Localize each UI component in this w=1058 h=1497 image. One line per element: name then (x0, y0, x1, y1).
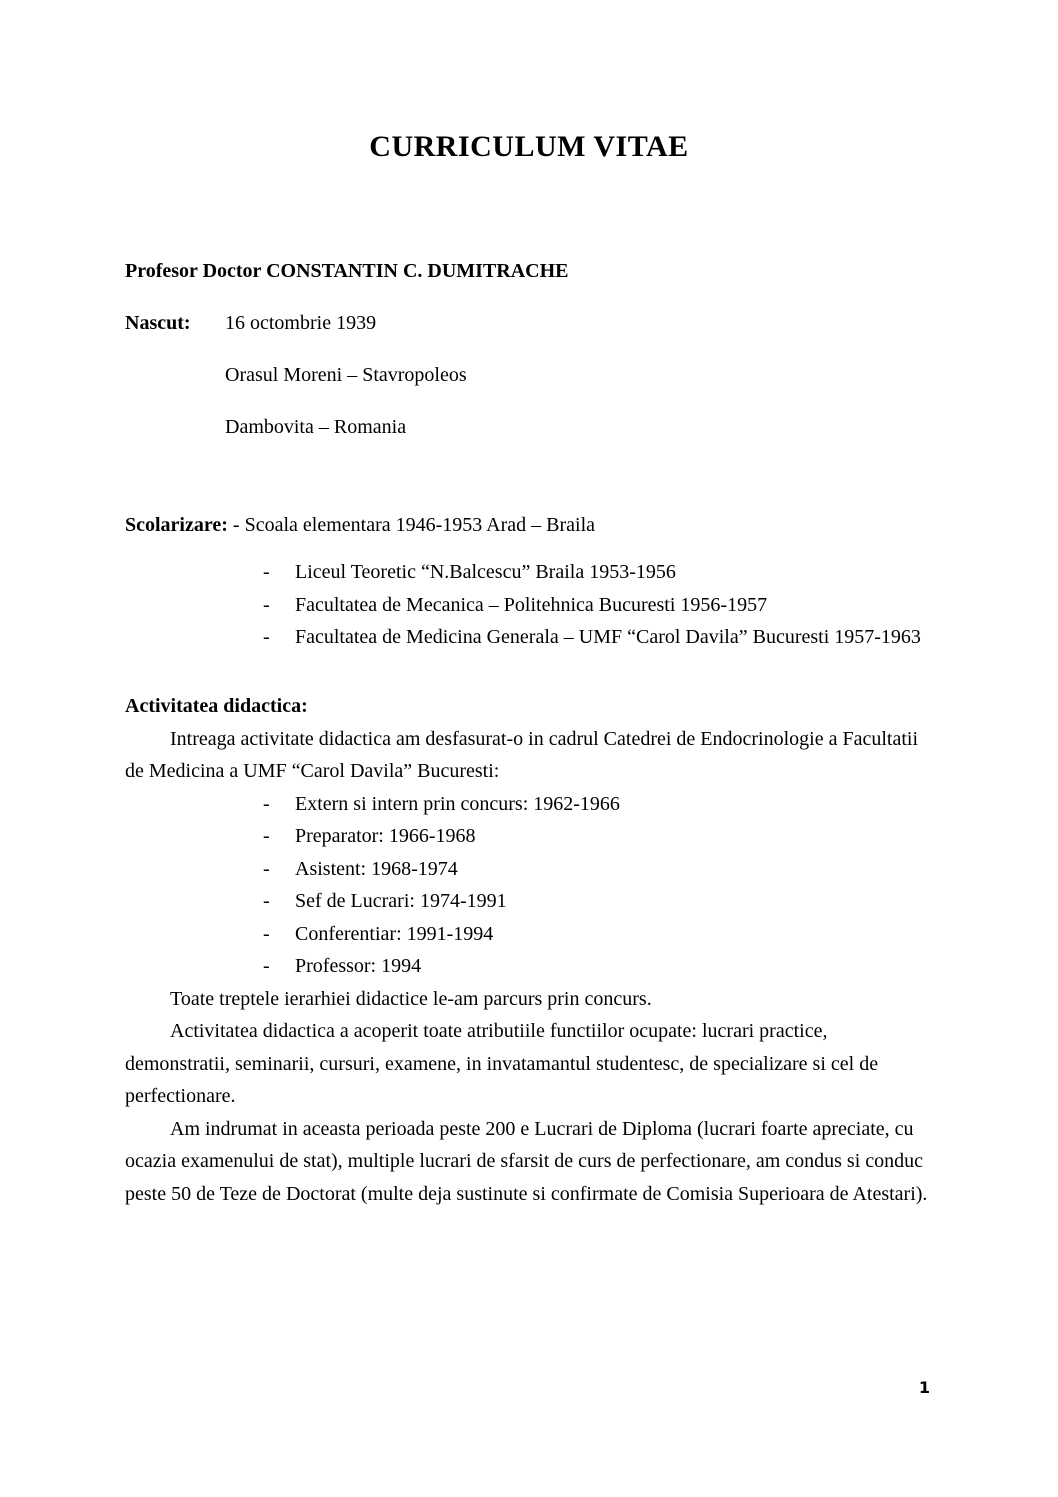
page-title: CURRICULUM VITAE (369, 130, 689, 163)
birth-place-line-2: Dambovita – Romania (225, 416, 407, 438)
dash-bullet: - (263, 922, 270, 945)
teaching-intro-paragraph: Intreaga activitate didactica am desfasurat-o in cadrul Catedrei de Endocrinologie a Facultatii de Medicina a UMF “Carol Davila” Bucuresti: (125, 727, 919, 782)
list-item (125, 621, 933, 654)
dash-bullet: - (263, 857, 270, 880)
list-item (125, 556, 933, 589)
page-number: 1 (918, 1378, 930, 1397)
education-heading-line (125, 514, 933, 536)
birth-place-line-1: Orasul Moreni – Stavropoleos (225, 364, 467, 386)
education-first-item: - Scoala elementara 1946-1953 Arad – Braila (232, 514, 596, 536)
list-item (125, 885, 933, 918)
dash-bullet: - (263, 561, 270, 583)
document-content (125, 0, 933, 1210)
teaching-positions-list (125, 788, 933, 983)
teaching-paragraph-2: Activitatea didactica a acoperit toate atributiile functiilor ocupate: lucrari practice, demonstratii, seminarii, cursuri, examene, in invatamantul studentesc, de specializare si cel de perfectionare. (125, 1020, 879, 1107)
education-label: Scolarizare: (125, 514, 228, 536)
education-item-text: Liceul Teoretic “N.Balcescu” Braila 1953-1956 (295, 561, 676, 583)
birth-date: 16 octombrie 1939 (225, 312, 377, 334)
dash-bullet: - (263, 626, 270, 648)
teaching-section-heading: Activitatea didactica: (125, 694, 308, 717)
dash-bullet: - (263, 825, 270, 847)
position-item-text: Professor: 1994 (295, 955, 422, 977)
teaching-paragraph-1: Toate treptele ierarhiei didactice le-am parcurs prin concurs. (170, 987, 652, 1010)
birth-label: Nascut: (125, 312, 191, 334)
birth-row (125, 312, 933, 334)
person-name-line: Profesor Doctor CONSTANTIN C. DUMITRACHE (125, 260, 569, 282)
education-item-text: Facultatea de Medicina Generala – UMF “Carol Davila” Bucuresti 1957-1963 (295, 626, 921, 648)
list-item (125, 918, 933, 951)
list-item (125, 950, 933, 983)
position-item-text: Asistent: 1968-1974 (295, 857, 458, 880)
education-item-text: Facultatea de Mecanica – Politehnica Bucuresti 1956-1957 (295, 593, 768, 616)
position-item-text: Sef de Lucrari: 1974-1991 (295, 890, 507, 912)
position-item-text: Preparator: 1966-1968 (295, 825, 476, 847)
teaching-paragraph-3: Am indrumat in aceasta perioada peste 200 e Lucrari de Diploma (lucrari foarte apreciate, cu ocazia examenului de stat), multiple lucrari de sfarsit de curs de perfectionare, am condus si conduc peste 50 de Teze de Doctorat (multe deja sustinute si confirmate de Comisia Superioara de Atestari). (125, 1117, 928, 1205)
list-item (125, 853, 933, 886)
list-item (125, 820, 933, 853)
dash-bullet: - (263, 890, 270, 912)
list-item (125, 589, 933, 622)
dash-bullet: - (263, 955, 270, 977)
list-item (125, 788, 933, 821)
position-item-text: Extern si intern prin concurs: 1962-1966 (295, 792, 620, 815)
dash-bullet: - (263, 792, 270, 815)
dash-bullet: - (263, 593, 270, 616)
education-list (125, 556, 933, 654)
position-item-text: Conferentiar: 1991-1994 (295, 922, 494, 945)
